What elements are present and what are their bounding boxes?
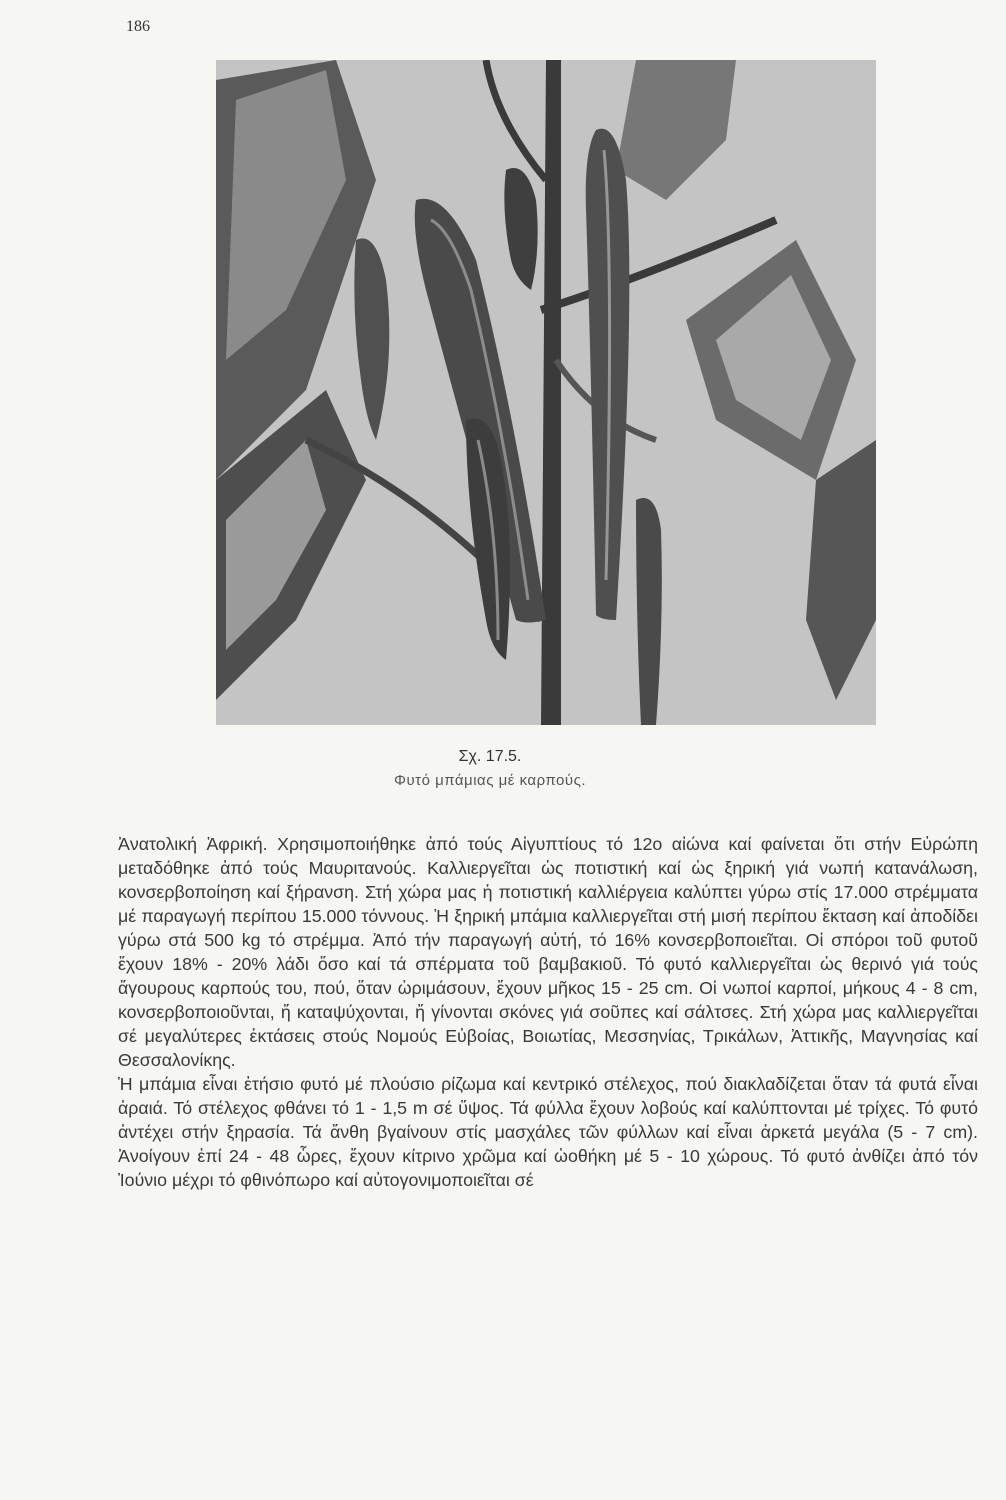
figure-caption [360, 745, 620, 793]
okra-plant-photo [216, 60, 876, 725]
body-text [118, 832, 978, 1192]
figure-caption-text: Φυτό μπάμιας μέ καρπούς. [394, 772, 586, 789]
okra-plant-illustration [216, 60, 876, 725]
paragraph: Ἡ μπάμια εἶναι ἐτήσιο φυτό μέ πλούσιο ρίζωμα καί κεντρικό στέλεχος, πού διακλαδίζεται ὅταν τά φυτά εἶναι ἀραιά. Τό στέλεχος φθάνει τό 1 - 1,5 m σέ ὕψος. Τά φύλλα ἔχουν λοβούς καί καλύπτονται μέ τρίχες. Τό φυτό ἀντέχει στήν ξηρασία. Τά ἄνθη βγαίνουν στίς μασχάλες τῶν φύλλων καί εἶναι ἀρκετά μεγάλα (5 - 7 cm). Ἀνοίγουν ἐπί 24 - 48 ὧρες, ἔχουν κίτρινο χρῶμα καί ὠοθήκη μέ 5 - 10 χώρους. Τό φυτό ἀνθίζει ἀπό τόν Ἰούνιο μέχρι τό φθινόπωρο καί αὐτογονιμοποιεῖται σέ [118, 1074, 978, 1190]
figure-label: Σχ. 17.5. [458, 748, 522, 765]
paragraph: Ἀνατολική Ἀφρική. Χρησιμοποιήθηκε ἀπό τούς Αἰγυπτίους τό 12ο αἰώνα καί φαίνεται ὅτι στήν Εὐρώπη μεταδόθηκε ἀπό τούς Μαυριτανούς. Καλλιεργεῖται ὡς ποτιστική καί ὡς ξηρική γιά νωπή κατανάλωση, κονσερβοποίηση καί ξήρανση. Στή χώρα μας ἡ ποτιστική καλλιέργεια καλύπτει γύρω στίς 17.000 στρέμματα μέ παραγωγή περίπου 15.000 τόννους. Ἡ ξηρική μπάμια καλλιεργεῖται στή μισή περίπου ἔκταση καί ἀποδίδει γύρω στά 500 kg τό στρέμμα. Ἀπό τήν παραγωγή αὐτή, τό 16% κονσερβοποιεῖται. Οἱ σπόροι τοῦ φυτοῦ ἔχουν 18% - 20% λάδι ὅσο καί τά σπέρματα τοῦ βαμβακιοῦ. Τό φυτό καλλιεργεῖται ὡς θερινό γιά τούς ἄγουρους καρπούς του, πού, ὅταν ὡριμάσουν, ἔχουν μῆκος 15 - 25 cm. Οἱ νωποί καρποί, μήκους 4 - 8 cm, κονσερβοποιοῦνται, ἤ καταψύχονται, ἤ γίνονται σκόνες γιά σοῦπες καί σάλτσες. Στή χώρα μας καλλιεργεῖται σέ μεγαλύτερες ἐκτάσεις στούς Νομούς Εὐβοίας, Βοιωτίας, Μεσσηνίας, Τρικάλων, Ἀττικῆς, Μαγνησίας καί Θεσσαλονίκης. [118, 834, 978, 1070]
page-number: 186 [126, 18, 150, 35]
